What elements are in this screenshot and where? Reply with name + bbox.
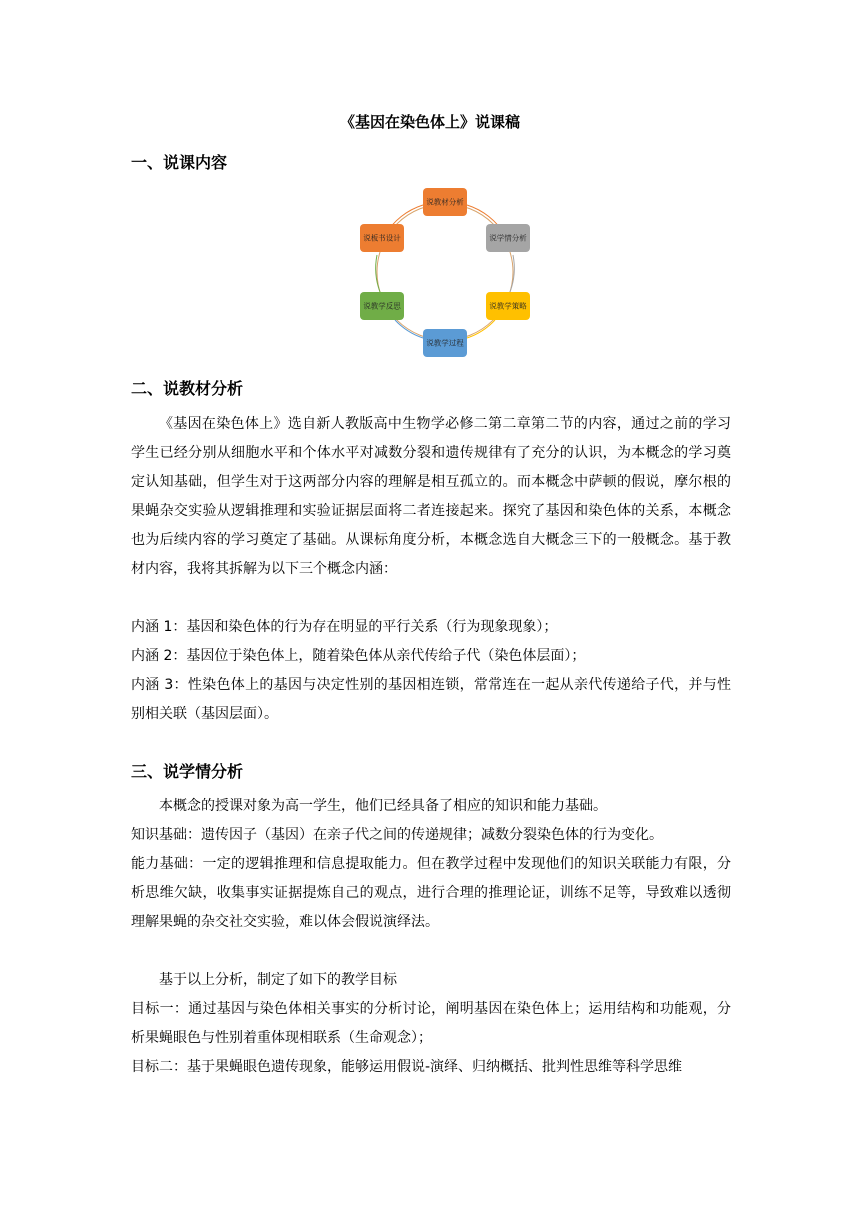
document-title: 《基因在染色体上》说课稿 (339, 113, 520, 131)
lesson-cycle-diagram (355, 180, 535, 362)
goal-1: 目标一：通过基因与染色体相关事实的分析讨论，阐明基因在染色体上；运用结构和功能观，分析果蝇眼色与性别着重体现相联系（生命观念）； (131, 1001, 731, 1046)
cycle-node-1 (423, 188, 467, 216)
cycle-node-4 (423, 329, 467, 357)
cycle-node-label: 说教材分析 (426, 197, 464, 207)
goals-intro: 基于以上分析，制定了如下的教学目标 (159, 972, 397, 988)
cycle-node-6 (360, 224, 404, 252)
textbook-analysis-paragraph: 《基因在染色体上》选自新人教版高中生物学必修二第二章第二节的内容，通过之前的学习学生已经分别从细胞水平和个体水平对减数分裂和遗传规律有了充分的认识，为本概念的学习奠定认知基础，但学生对于这两部分内容的理解是相互孤立的。而本概念中萨顿的假说，摩尔根的果蝇杂交实验从逻辑推理和实验证据层面将二者连接起来。探究了基因和染色体的关系，本概念也为后续内容的学习奠定了基础。从课标角度分析，本概念选自大概念三下的一般概念。基于教材内容，我将其拆解为以下三个概念内涵： (131, 416, 731, 577)
cycle-node-label: 说教学过程 (426, 338, 464, 348)
cycle-node-2 (486, 224, 530, 252)
connotation-1: 内涵 1：基因和染色体的行为存在明显的平行关系（行为现象现象）； (131, 619, 558, 635)
section-heading-1: 一、说课内容 (131, 153, 228, 172)
connotation-2: 内涵 2：基因位于染色体上，随着染色体从亲代传给子代（染色体层面）； (131, 648, 586, 664)
connotation-3: 内涵 3：性染色体上的基因与决定性别的基因相连锁，常常连在一起从亲代传递给子代，并与性别相关联（基因层面）。 (131, 677, 731, 722)
knowledge-basis: 知识基础：遗传因子（基因）在亲子代之间的传递规律；减数分裂染色体的行为变化。 (131, 827, 663, 843)
cycle-node-label: 说学情分析 (489, 233, 527, 243)
cycle-node-label: 说板书设计 (363, 233, 401, 243)
goal-2: 目标二：基于果蝇眼色遗传现象，能够运用假说-演绎、归纳概括、批判性思维等科学思维 (131, 1059, 683, 1075)
section-heading-3: 三、说学情分析 (131, 762, 244, 781)
cycle-node-3 (486, 292, 530, 320)
ability-basis: 能力基础：一定的逻辑推理和信息提取能力。但在教学过程中发现他们的知识关联能力有限，分析思维欠缺，收集事实证据提炼自己的观点，进行合理的推理论证，训练不足等，导致难以透彻理解果蝇的杂交社交实验，难以体会假说演绎法。 (131, 856, 731, 930)
cycle-node-label: 说教学策略 (489, 301, 527, 311)
cycle-node-5 (360, 292, 404, 320)
student-analysis-intro: 本概念的授课对象为高一学生，他们已经具备了相应的知识和能力基础。 (159, 798, 607, 814)
section-heading-2: 二、说教材分析 (131, 379, 244, 398)
cycle-node-label: 说教学反思 (363, 301, 401, 311)
